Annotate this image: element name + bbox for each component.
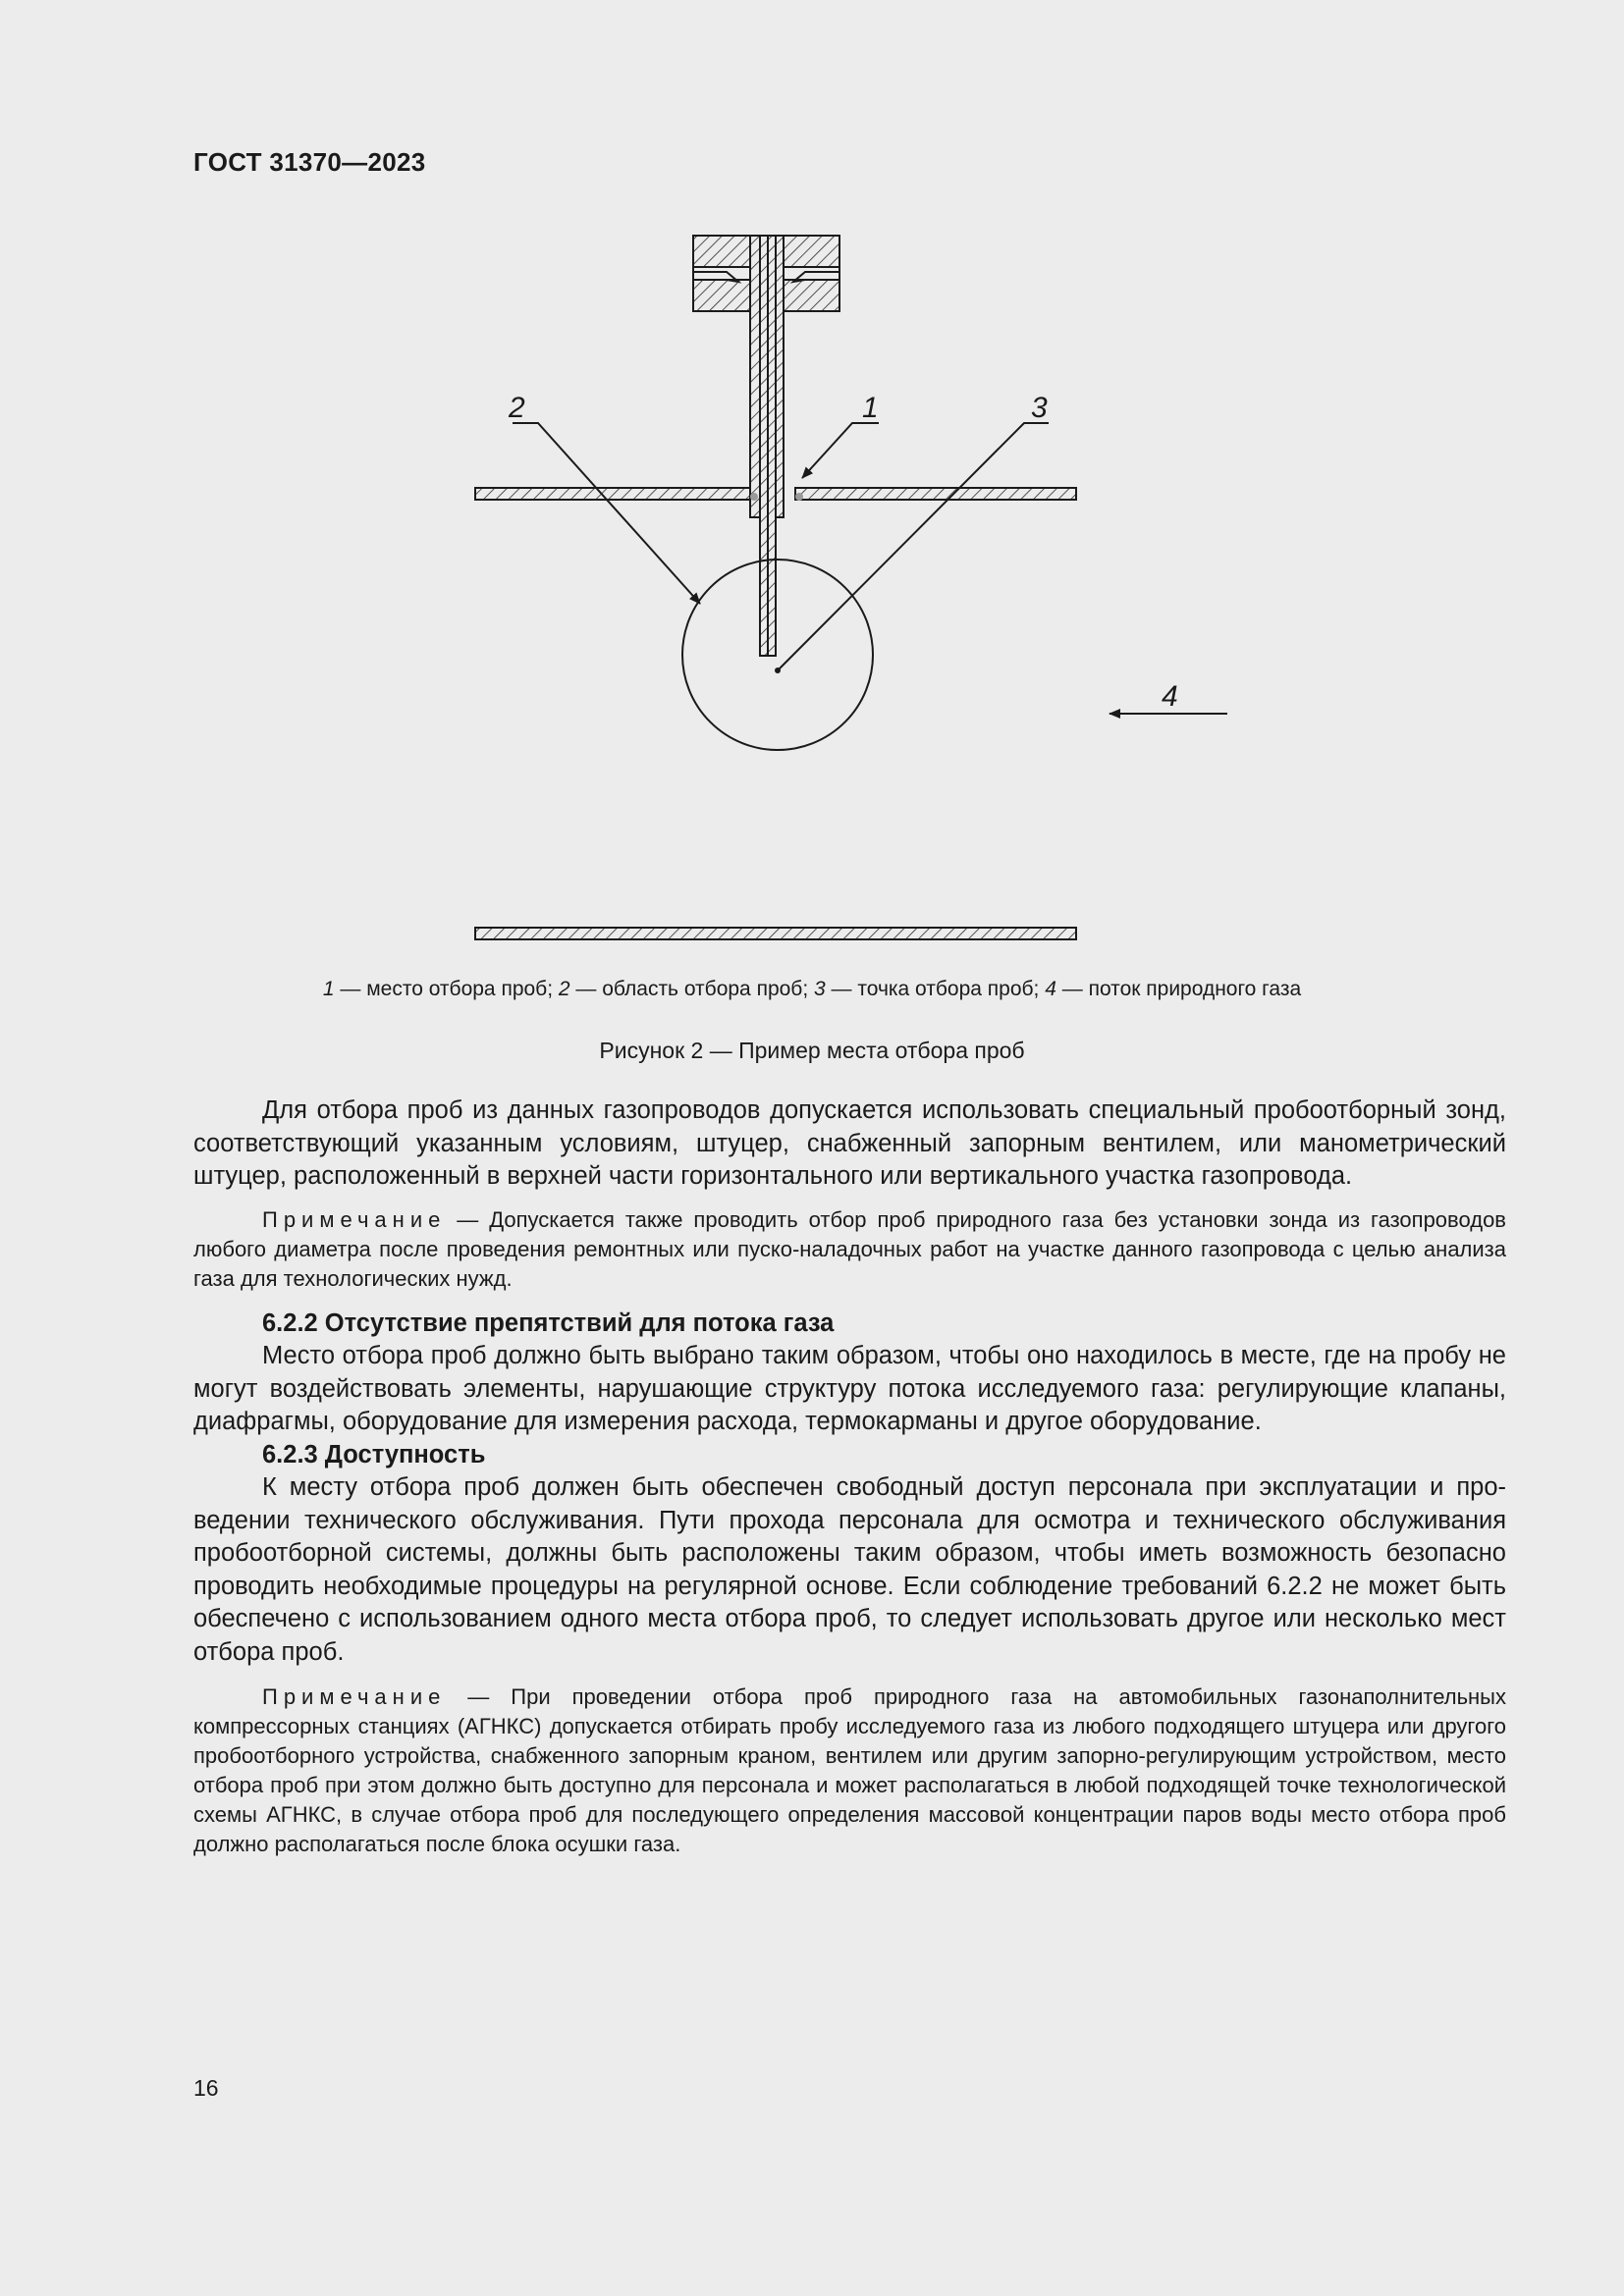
paragraph-accessibility: К месту отбора проб должен быть обеспечен свободный доступ персонала при эксплуатации и проведении технического обслуживания. Пути прохода персонала для осмотра и технического обслуживания пробоотборной системы, должны быть расположены таким образом, чтобы иметь возможность безопасно проводить необходимые процедуры на регулярной основе. Если соблюдение требований 6.2.2 не может быть обеспечено с использованием одного места отбора проб, то следует использовать другое или несколько мест отбора проб. xyxy=(193,1473,1506,1666)
sampling-point-diagram xyxy=(461,221,1247,967)
figure-caption: Рисунок 2 — Пример места отбора проб xyxy=(599,1038,1025,1063)
weld-left xyxy=(750,493,758,501)
document-header: ГОСТ 31370—2023 xyxy=(193,147,426,177)
sampling-area-circle xyxy=(682,560,873,750)
note-2: Примечание — При проведении отбора проб природного газа на автомобильных газонаполнительных компрессорных станциях (АГНКС) допускается отбирать пробу исследуемого газа из любого подходящего штуцера или другого пробоотборного устройства, снабженного запорным краном, вентилем или другим запорно-регулирующим устройством, место отбора проб при этом должно быть доступно для персонала и может располагаться в любой подходящей точке технологической схемы АГНКС, в случае отбора проб для последующего определения массовой концентрации паров воды место отбора проб должно располагаться после блока осушки газа. xyxy=(193,1684,1506,1856)
label-1: 1 xyxy=(862,392,879,424)
page-number: 16 xyxy=(193,2075,219,2101)
section-6-2-2-title: 6.2.2 Отсутствие препятствий для потока газа xyxy=(262,1308,835,1337)
section-6-2-3-title: 6.2.3 Доступность xyxy=(262,1440,486,1468)
paragraph-flow-obstacles: Место отбора проб должно быть выбрано таким образом, чтобы оно находилось в месте, где на пробу не могут воздействовать элементы, нарушающие структуру потока исследуемого газа: регулирующие клапаны, диафрагмы, оборудование для измерения расхода, термокарманы и другое оборудование. xyxy=(193,1342,1506,1435)
pipe-wall-bottom xyxy=(475,928,1076,939)
paragraph-probe-options: Для отбора проб из данных газопроводов допускается использовать специальный пробоотборный зонд, соответствующий указанным условиям, штуцер, снабженный запорным вентилем, или манометрический штуцер, расположенный в верхней части горизонтального или вертикального участка газопровода. xyxy=(193,1096,1506,1190)
figure-legend: 1 — место отбора проб; 2 — область отбора проб; 3 — точка отбора проб; 4 — поток природного газа xyxy=(322,978,1302,1000)
leader-lines xyxy=(513,423,1227,714)
figure-sampling-point xyxy=(461,221,1247,967)
document-body xyxy=(193,1095,1506,1859)
label-2: 2 xyxy=(509,392,525,424)
note-1: Примечание — Допускается также проводить отбор проб природного газа без установки зонда из газопроводов любого диаметра после проведения ремонтных или пуско-наладочных работ на участке данного газопровода с целью анализа газа для технологических нужд. xyxy=(193,1206,1506,1291)
label-4: 4 xyxy=(1162,680,1178,713)
note-label: Примечание xyxy=(262,1684,447,1709)
probe-tube xyxy=(760,236,776,656)
weld-right xyxy=(795,493,803,501)
label-3: 3 xyxy=(1031,392,1048,424)
note-label: Примечание xyxy=(262,1206,447,1232)
